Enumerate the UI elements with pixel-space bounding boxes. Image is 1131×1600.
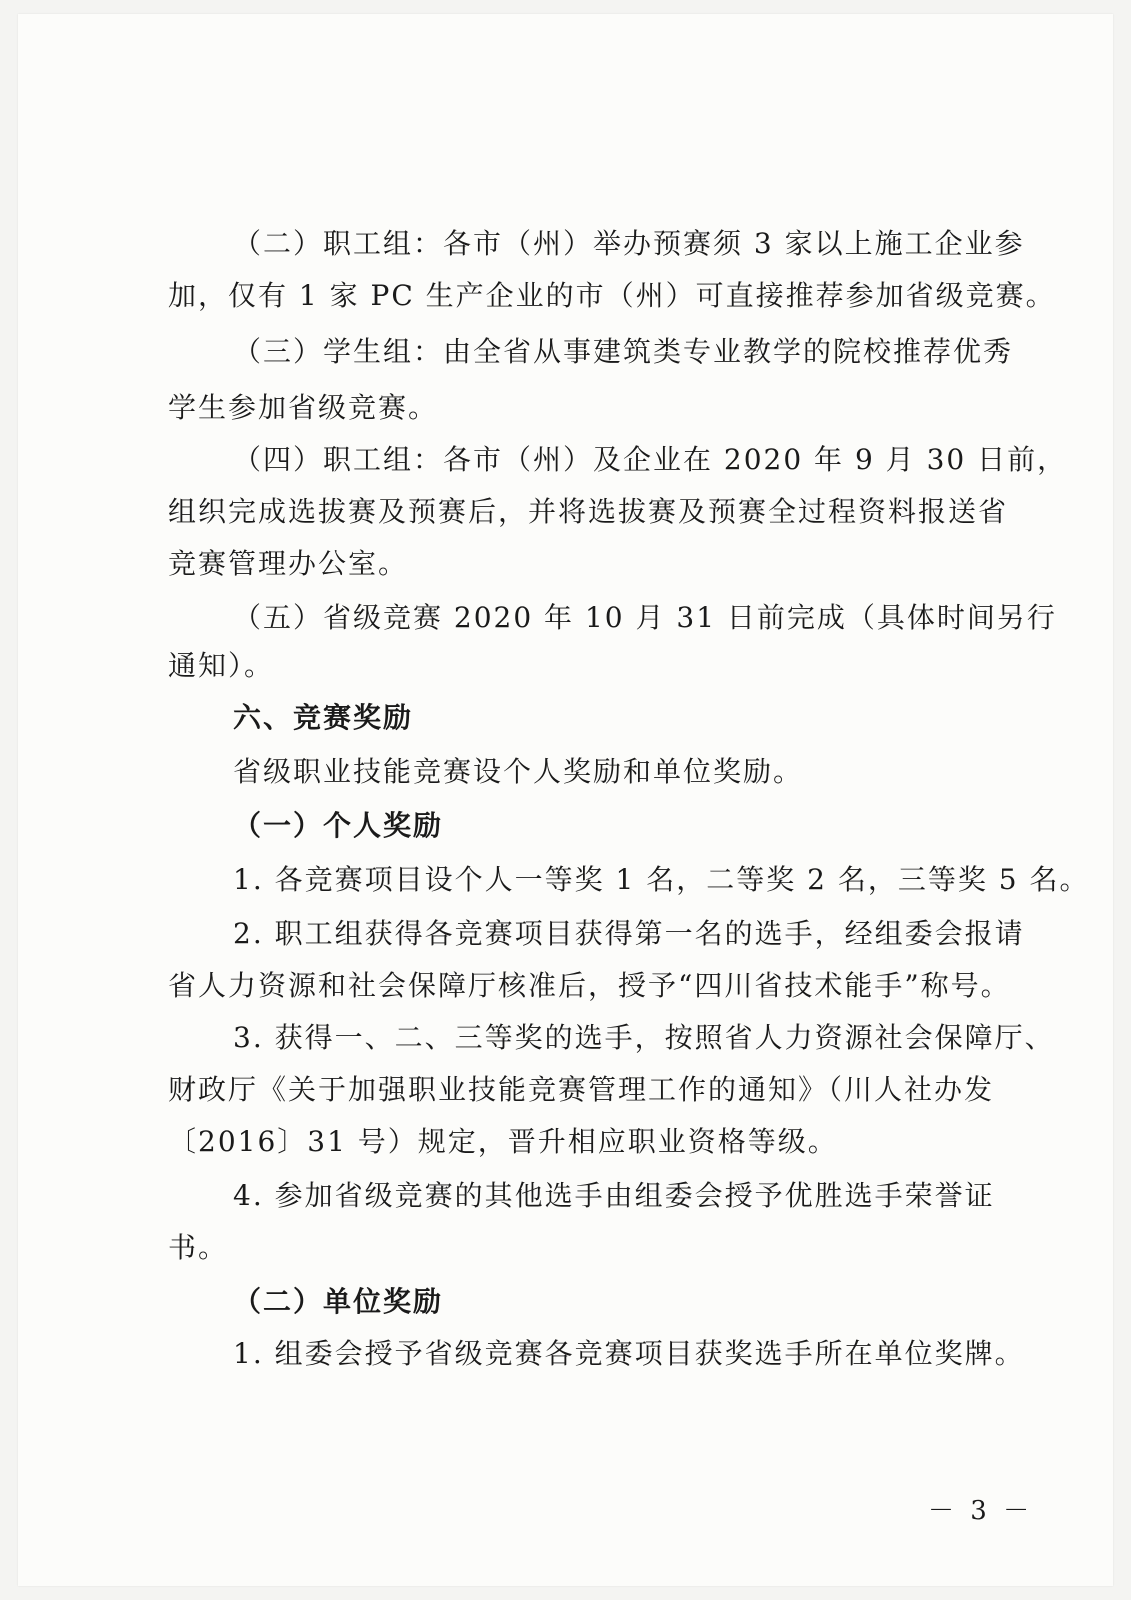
paragraph-line: 学生参加省级竞赛。	[168, 391, 439, 424]
paragraph-line: 1. 组委会授予省级竞赛各竞赛项目获奖选手所在单位奖牌。	[233, 1337, 1025, 1370]
section-heading: 六、竞赛奖励	[233, 701, 414, 734]
page-number: － 3 －	[928, 1496, 1034, 1526]
subsection-heading: （一）个人奖励	[233, 809, 444, 842]
paragraph-line: 通知）。	[168, 649, 275, 682]
paragraph-line: 省人力资源和社会保障厅核准后，授予“四川省技术能手”称号。	[168, 969, 1011, 1002]
document-page	[18, 14, 1113, 1586]
paragraph-line: （三）学生组：由全省从事建筑类专业教学的院校推荐优秀	[233, 335, 1014, 368]
paragraph-line: 3. 获得一、二、三等奖的选手，按照省人力资源社会保障厅、	[233, 1021, 1055, 1054]
paragraph-line: 4. 参加省级竞赛的其他选手由组委会授予优胜选手荣誉证	[233, 1179, 995, 1212]
paragraph-line: 组织完成选拔赛及预赛后，并将选拔赛及预赛全过程资料报送省	[168, 495, 1009, 528]
subsection-heading: （二）单位奖励	[233, 1285, 444, 1318]
paragraph-line: 书。	[168, 1231, 229, 1264]
paragraph-line: （四）职工组：各市（州）及企业在 2020 年 9 月 30 日前，	[233, 443, 1068, 476]
paragraph-line: 〔2016〕31 号）规定，晋升相应职业资格等级。	[168, 1125, 838, 1158]
paragraph-line: 竞赛管理办公室。	[168, 547, 409, 580]
paragraph-line: 省级职业技能竞赛设个人奖励和单位奖励。	[233, 755, 804, 788]
paragraph-line: （五）省级竞赛 2020 年 10 月 31 日前完成（具体时间另行	[233, 601, 1057, 634]
paragraph-line: 2. 职工组获得各竞赛项目获得第一名的选手，经组委会报请	[233, 917, 1025, 950]
paragraph-line: 财政厅《关于加强职业技能竞赛管理工作的通知》（川人社办发	[168, 1073, 995, 1106]
paragraph-line: （二）职工组：各市（州）举办预赛须 3 家以上施工企业参	[233, 227, 1025, 260]
paragraph-line: 1. 各竞赛项目设个人一等奖 1 名，二等奖 2 名，三等奖 5 名。	[233, 863, 1090, 896]
paragraph-line: 加，仅有 1 家 PC 生产企业的市（州）可直接推荐参加省级竞赛。	[168, 279, 1056, 312]
